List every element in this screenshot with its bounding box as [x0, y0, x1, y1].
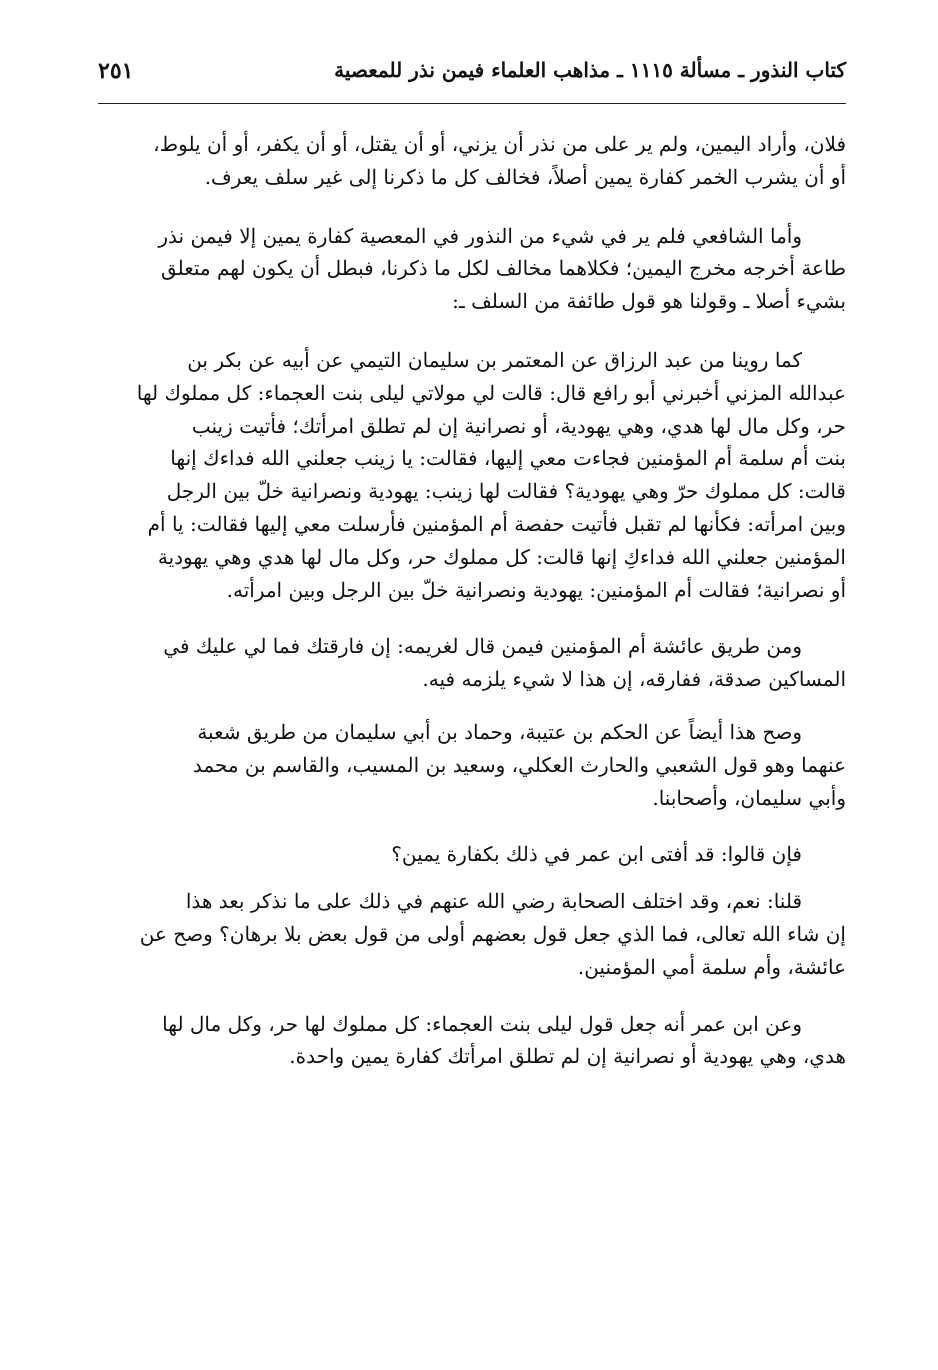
paragraph — [98, 716, 846, 814]
paragraph — [98, 128, 846, 194]
text-line: هدي، وهي يهودية أو نصرانية إن لم تطلق امرأتك كفارة يمين واحدة. — [289, 1044, 846, 1069]
text-line: قلنا: نعم، وقد اختلف الصحابة رضي الله عنهم في ذلك على ما نذكر بعد هذا — [185, 889, 802, 914]
text-line: وأما الشافعي فلم ير في شيء من النذور في المعصية كفارة يمين إلا فيمن نذر — [158, 223, 802, 248]
paragraph — [98, 1008, 846, 1074]
text-line: وأبي سليمان، وأصحابنا. — [652, 785, 846, 810]
text-line: أو أن يشرب الخمر كفارة يمين أصلاً، فخالف كل ما ذكرنا إلى غير سلف يعرف. — [204, 164, 846, 189]
text-line: وصح هذا أيضاً عن الحكم بن عتيبة، وحماد بن أبي سليمان من طريق شعبة — [197, 719, 802, 744]
header-divider — [98, 103, 846, 104]
text-line: طاعة أخرجه مخرج اليمين؛ فكلاهما مخالف لكل ما ذكرنا، فبطل أن يكون لهم متعلق — [160, 256, 846, 281]
header-title: كتاب النذور ـ مسألة ١١١٥ ـ مذاهب العلماء فيمن نذر للمعصية — [334, 58, 846, 82]
text-line: عائشة، وأم سلمة أمي المؤمنين. — [577, 954, 846, 979]
running-header — [98, 52, 846, 92]
text-line: المساكين صدقة، ففارقه، إن هذا لا شيء يلزمه فيه. — [422, 667, 846, 692]
paragraph — [98, 344, 846, 606]
text-line: أو نصرانية؛ فقالت أم المؤمنين: يهودية ونصرانية خلّ بين الرجل وبين امرأته. — [226, 577, 846, 602]
paragraph — [98, 838, 846, 871]
text-line: فإن قالوا: قد أفتى ابن عمر في ذلك بكفارة يمين؟ — [391, 842, 802, 867]
text-line: كما روينا من عبد الرزاق عن المعتمر بن سليمان التيمي عن أبيه عن بكر بن — [187, 347, 802, 372]
text-line: فلان، وأراد اليمين، ولم ير على من نذر أن يزني، أو أن يقتل، أو أن يكفر، أو أن يلوط، — [153, 132, 846, 156]
text-line: حر، وكل مال لها هدي، وهي يهودية، أو نصرانية إن لم تطلق امرأتك؛ فأتيت زينب — [191, 413, 846, 438]
text-line: وبين امرأته: فكأنها لم تقبل فأتيت حفصة أم المؤمنين فأرسلت معي إليها فقالت: يا أم — [147, 511, 846, 536]
paragraph — [98, 885, 846, 983]
text-line: عنهما وهو قول الشعبي والحارث العكلي، وسعيد بن المسيب، والقاسم بن محمد — [192, 752, 846, 777]
text-line: وعن ابن عمر أنه جعل قول ليلى بنت العجماء: كل مملوك لها حر، وكل مال لها — [162, 1011, 802, 1036]
paragraph — [98, 630, 846, 696]
text-line: عبدالله المزني أخبرني أبو رافع قال: قالت لي مولاتي ليلى بنت العجماء: كل مملوك لها — [136, 380, 846, 405]
text-line: إن شاء الله تعالى، فما الذي جعل قول بعضهم أولى من قول بعض بلا برهان؟ وصح عن — [139, 921, 846, 946]
text-line: بنت أم سلمة أم المؤمنين فجاءت معي إليها، فقالت: يا زينب جعلني الله فداءك إنها — [170, 446, 846, 471]
text-line: بشيء أصلا ـ وقولنا هو قول طائفة من السلف ـ: — [452, 289, 846, 314]
body-text — [98, 128, 846, 1073]
text-line: قالت: كل مملوك حرّ وهي يهودية؟ فقالت لها زينب: يهودية ونصرانية خلّ بين الرجل — [166, 479, 846, 504]
paragraph — [98, 220, 846, 318]
text-line: المؤمنين جعلني الله فداءكِ إنها قالت: كل مملوك حر، وكل مال لها هدي وهي يهودية — [157, 544, 846, 569]
page-number: ٢٥١ — [98, 58, 134, 84]
text-line: ومن طريق عائشة أم المؤمنين فيمن قال لغريمه: إن فارقتك فما لي عليك في — [163, 634, 802, 659]
